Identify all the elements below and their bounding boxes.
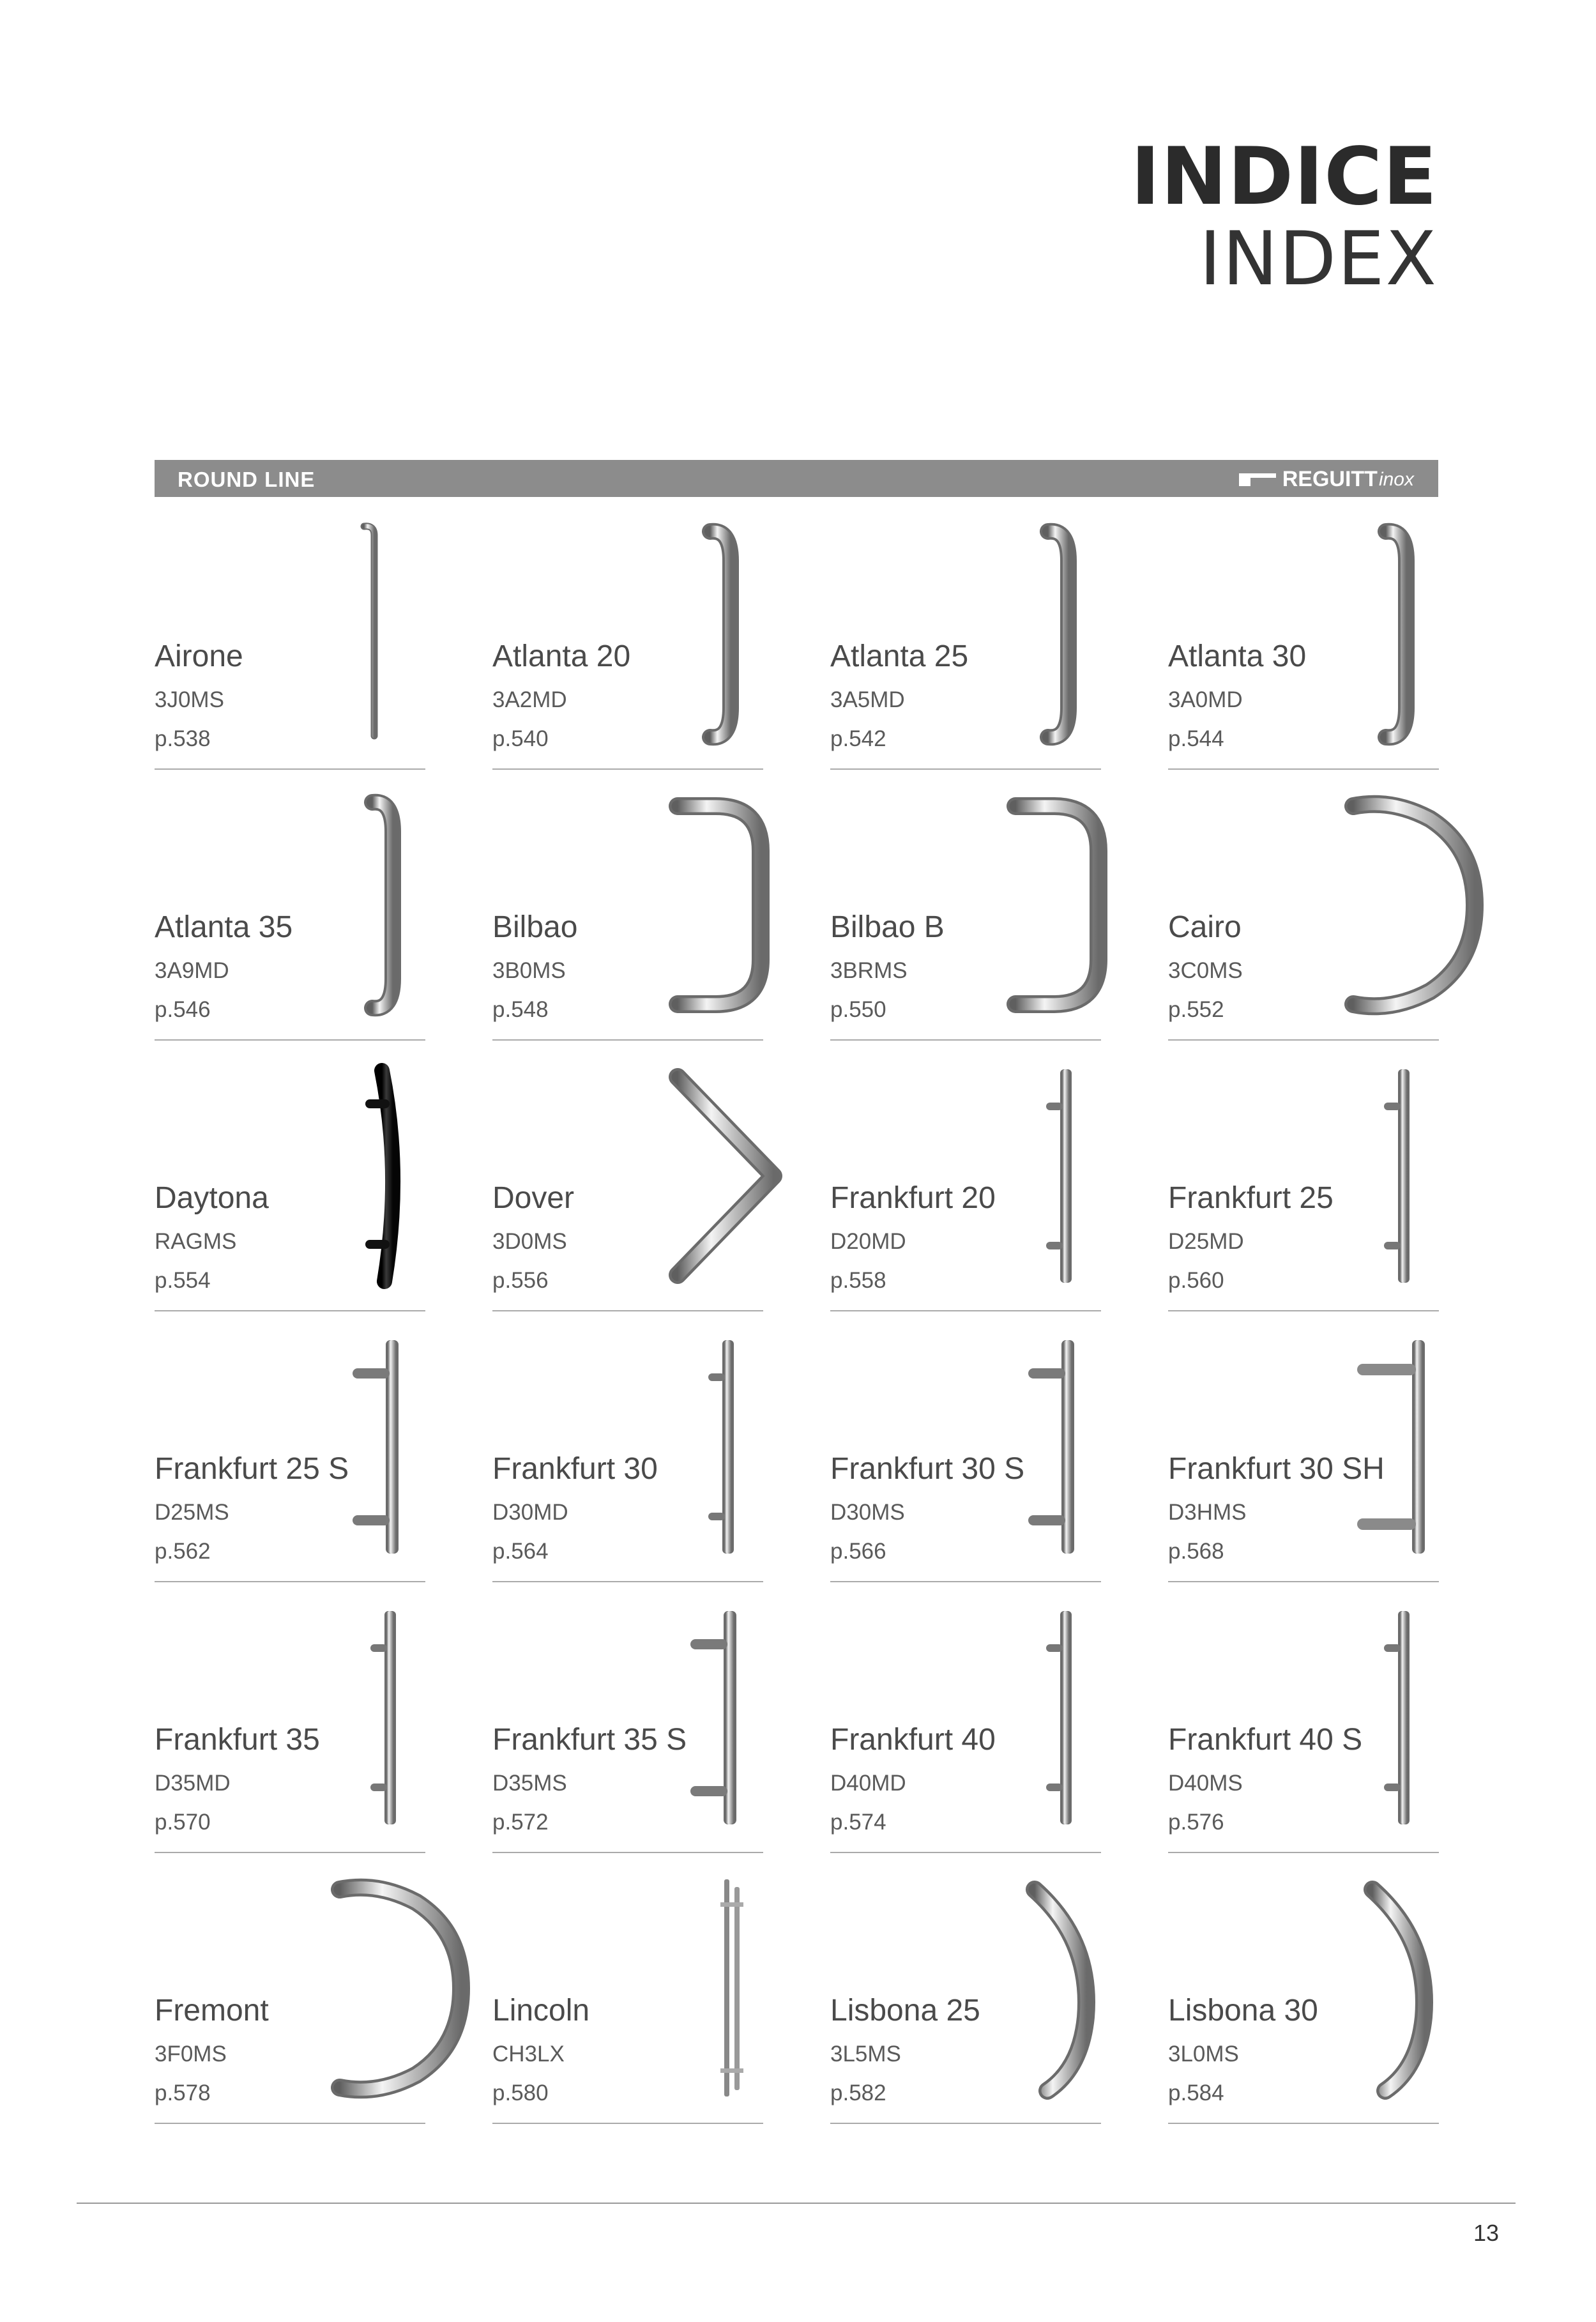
item-divider <box>830 1581 1101 1582</box>
handle-u-narrow-icon <box>1038 523 1089 746</box>
product-page-ref[interactable]: p.566 <box>830 1539 886 1564</box>
product-name: Frankfurt 25 <box>1168 1181 1334 1215</box>
product-page-ref[interactable]: p.564 <box>492 1539 549 1564</box>
product-page-ref[interactable]: p.554 <box>155 1268 211 1293</box>
product-page-ref[interactable]: p.556 <box>492 1268 549 1293</box>
product-code: D30MD <box>492 1500 568 1525</box>
product-page-ref[interactable]: p.546 <box>155 997 211 1022</box>
product-item[interactable] <box>830 782 1101 1053</box>
item-divider <box>1168 2123 1439 2124</box>
product-name: Frankfurt 30 SH <box>1168 1452 1385 1486</box>
product-page-ref[interactable]: p.540 <box>492 726 549 751</box>
handle-semicircle-icon <box>1341 793 1494 1017</box>
item-divider <box>492 2123 763 2124</box>
item-divider <box>830 768 1101 770</box>
product-code: 3L0MS <box>1168 2042 1239 2066</box>
item-divider <box>155 1852 425 1853</box>
product-item[interactable] <box>830 511 1101 782</box>
product-item[interactable] <box>830 1324 1101 1594</box>
product-code: 3A9MD <box>155 958 229 983</box>
product-code: 3A0MD <box>1168 687 1243 712</box>
product-name: Atlanta 35 <box>155 910 293 944</box>
product-item[interactable] <box>1168 782 1439 1053</box>
product-page-ref[interactable]: p.580 <box>492 2081 549 2105</box>
product-name: Frankfurt 30 S <box>830 1452 1025 1486</box>
handle-bar-pins-icon <box>1035 1064 1086 1288</box>
product-item[interactable] <box>155 782 425 1053</box>
product-name: Frankfurt 20 <box>830 1181 996 1215</box>
product-page-ref[interactable]: p.552 <box>1168 997 1224 1022</box>
product-name: Bilbao <box>492 910 578 944</box>
product-item[interactable] <box>492 1594 763 1865</box>
product-code: 3BRMS <box>830 958 908 983</box>
item-divider <box>1168 768 1439 770</box>
handle-arc-icon <box>1022 1877 1105 2100</box>
item-divider <box>492 1852 763 1853</box>
product-page-ref[interactable]: p.548 <box>492 997 549 1022</box>
brand-mark-icon <box>1238 472 1277 487</box>
product-name: Lisbona 30 <box>1168 1994 1318 2028</box>
product-code: 3F0MS <box>155 2042 227 2066</box>
product-code: D35MD <box>155 1771 231 1796</box>
product-code: D35MS <box>492 1771 567 1796</box>
product-item[interactable] <box>492 1053 763 1324</box>
item-divider <box>1168 1039 1439 1041</box>
product-page-ref[interactable]: p.538 <box>155 726 211 751</box>
item-divider <box>492 1310 763 1311</box>
item-divider <box>830 1310 1101 1311</box>
footer-divider <box>77 2203 1516 2204</box>
product-item[interactable] <box>492 1865 763 2136</box>
product-name: Atlanta 30 <box>1168 639 1307 673</box>
product-item[interactable] <box>1168 1324 1439 1594</box>
product-code: CH3LX <box>492 2042 565 2066</box>
handle-bar-standoffs-icon <box>684 1606 748 1829</box>
product-code: RAGMS <box>155 1229 237 1254</box>
product-code: 3J0MS <box>155 687 224 712</box>
product-name: Bilbao B <box>830 910 945 944</box>
handle-bar-pins-icon <box>359 1606 410 1829</box>
product-item[interactable] <box>830 1594 1101 1865</box>
product-item[interactable] <box>155 1594 425 1865</box>
handle-c-wide-icon <box>665 793 773 1017</box>
item-divider <box>492 1039 763 1041</box>
handle-bar-pins-icon <box>1372 1606 1424 1829</box>
product-code: D40MD <box>830 1771 906 1796</box>
product-code: D30MS <box>830 1500 905 1525</box>
product-grid <box>155 511 1438 2136</box>
handle-double-bar-icon <box>713 1877 751 2100</box>
page-number: 13 <box>1473 2220 1499 2246</box>
brand-suffix: inox <box>1378 468 1414 490</box>
handle-u-narrow-icon <box>362 793 413 1017</box>
page-title: INDICE <box>1130 131 1438 223</box>
product-name: Frankfurt 25 S <box>155 1452 349 1486</box>
handle-curved-black-icon <box>359 1064 416 1288</box>
product-name: Dover <box>492 1181 575 1215</box>
product-item[interactable] <box>155 511 425 782</box>
product-code: D40MS <box>1168 1771 1243 1796</box>
product-name: Airone <box>155 639 243 673</box>
handle-c-wide-icon <box>1003 793 1111 1017</box>
item-divider <box>155 1581 425 1582</box>
product-item[interactable] <box>492 782 763 1053</box>
product-item[interactable] <box>1168 1594 1439 1865</box>
product-code: 3D0MS <box>492 1229 567 1254</box>
product-name: Frankfurt 35 <box>155 1723 320 1757</box>
product-page-ref[interactable]: p.582 <box>830 2081 886 2105</box>
product-name: Atlanta 20 <box>492 639 631 673</box>
product-code: 3L5MS <box>830 2042 901 2066</box>
product-page-ref[interactable]: p.542 <box>830 726 886 751</box>
item-divider <box>492 1581 763 1582</box>
product-item[interactable] <box>492 511 763 782</box>
product-item[interactable] <box>830 1053 1101 1324</box>
item-divider <box>155 2123 425 2124</box>
product-item[interactable] <box>1168 511 1439 782</box>
item-divider <box>155 1039 425 1041</box>
title-block <box>1130 131 1438 302</box>
handle-bar-standoffs-icon <box>1022 1335 1086 1559</box>
product-item[interactable] <box>492 1324 763 1594</box>
item-divider <box>1168 1581 1439 1582</box>
product-name: Frankfurt 30 <box>492 1452 658 1486</box>
product-code: 3A5MD <box>830 687 905 712</box>
brand-name: REGUITT <box>1282 467 1378 491</box>
product-page-ref[interactable]: p.574 <box>830 1810 886 1835</box>
product-code: 3B0MS <box>492 958 566 983</box>
product-name: Atlanta 25 <box>830 639 969 673</box>
product-page-ref[interactable]: p.572 <box>492 1810 549 1835</box>
item-divider <box>155 768 425 770</box>
item-divider <box>155 1310 425 1311</box>
product-name: Fremont <box>155 1994 269 2028</box>
item-divider <box>830 1852 1101 1853</box>
handle-bar-pins-icon <box>1035 1606 1086 1829</box>
item-divider <box>492 768 763 770</box>
product-page-ref[interactable]: p.584 <box>1168 2081 1224 2105</box>
handle-v-shape-icon <box>665 1064 793 1288</box>
product-code: D25MS <box>155 1500 229 1525</box>
product-name: Frankfurt 40 <box>830 1723 996 1757</box>
brand-logo <box>1238 467 1414 492</box>
product-item[interactable] <box>155 1865 425 2136</box>
product-item[interactable] <box>830 1865 1101 2136</box>
product-name: Frankfurt 35 S <box>492 1723 687 1757</box>
product-name: Lincoln <box>492 1994 590 2028</box>
section-header-bar <box>155 460 1438 497</box>
product-name: Cairo <box>1168 910 1242 944</box>
product-item[interactable] <box>1168 1053 1439 1324</box>
handle-bar-pins-icon <box>1372 1064 1424 1288</box>
product-page-ref[interactable]: p.578 <box>155 2081 211 2105</box>
product-page-ref[interactable]: p.562 <box>155 1539 211 1564</box>
page-subtitle: INDEX <box>1199 216 1438 302</box>
product-name: Daytona <box>155 1181 269 1215</box>
handle-u-narrow-icon <box>1376 523 1427 746</box>
item-divider <box>830 1039 1101 1041</box>
product-code: D20MD <box>830 1229 906 1254</box>
handle-bar-standoffs-icon <box>346 1335 410 1559</box>
product-page-ref[interactable]: p.558 <box>830 1268 886 1293</box>
product-page-ref[interactable]: p.560 <box>1168 1268 1224 1293</box>
product-item[interactable] <box>155 1053 425 1324</box>
handle-u-narrow-icon <box>700 523 751 746</box>
handle-arc-icon <box>1360 1877 1443 2100</box>
product-code: 3C0MS <box>1168 958 1243 983</box>
handle-straight-thin-icon <box>353 523 391 746</box>
handle-bar-standoffs-long-icon <box>1353 1335 1436 1559</box>
item-divider <box>1168 1310 1439 1311</box>
product-item[interactable] <box>1168 1865 1439 2136</box>
product-page-ref[interactable]: p.568 <box>1168 1539 1224 1564</box>
handle-semicircle-icon <box>327 1877 480 2100</box>
product-page-ref[interactable]: p.550 <box>830 997 886 1022</box>
product-code: D3HMS <box>1168 1500 1247 1525</box>
item-divider <box>1168 1852 1439 1853</box>
product-name: Lisbona 25 <box>830 1994 980 2028</box>
product-page-ref[interactable]: p.544 <box>1168 726 1224 751</box>
product-name: Frankfurt 40 S <box>1168 1723 1363 1757</box>
product-code: 3A2MD <box>492 687 567 712</box>
product-page-ref[interactable]: p.576 <box>1168 1810 1224 1835</box>
section-label: ROUND LINE <box>178 468 315 491</box>
item-divider <box>830 2123 1101 2124</box>
product-item[interactable] <box>155 1324 425 1594</box>
product-page-ref[interactable]: p.570 <box>155 1810 211 1835</box>
product-code: D25MD <box>1168 1229 1244 1254</box>
handle-bar-pins-icon <box>697 1335 748 1559</box>
